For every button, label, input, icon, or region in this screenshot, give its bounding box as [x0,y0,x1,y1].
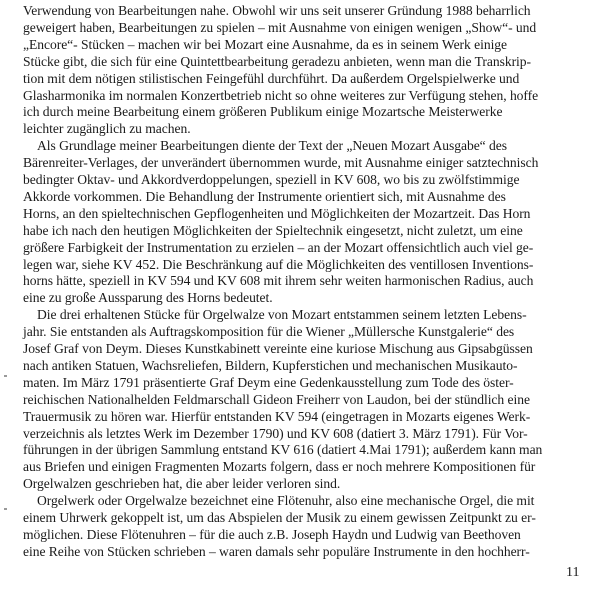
text-line: Bärenreiter-Verlages, der unverändert übernommen wurde, mit Ausnahme einiger satztechnisch [23,155,539,171]
text-line: jahr. Sie entstanden als Auftragskomposition für die Wiener „Müllersche Kunstgalerie“ des [23,324,515,340]
text-line: leichter zugänglich zu machen. [23,121,191,137]
text-line: führungen in der übrigen Sammlung entstand KV 616 (datiert 4.Mai 1791); außerdem kann man [23,442,543,458]
text-line: nach antiken Statuen, Wachsreliefen, Bildern, Kupferstichen und mechanischen Musikauto- [23,357,518,373]
text-line: größere Farbigkeit der Instrumentation zu erzielen – an der Mozart offensichtlich auch viel ge- [23,239,534,255]
text-line: maten. Im März 1791 präsentierte Graf Deym eine Gedenkausstellung zum Tode des öster- [23,374,514,390]
text-line: habe ich nach den heutigen Möglichkeiten der Spieltechnik eingesetzt, nicht zuletzt, um eine [23,222,523,238]
text-line: „Encore“- Stücken – machen wir bei Mozart eine Ausnahme, da es in seinem Werk einige [23,36,508,52]
text-line: Orgelwalzen geschrieben hat, die aber leider verloren sind. [23,476,341,492]
text-line: Stücke gibt, die sich für eine Quintettbearbeitung geradezu anbieten, wenn man die Transkrip- [23,53,531,69]
text-line: Josef Graf von Deym. Dieses Kunstkabinett vereinte eine kuriose Mischung aus Gipsabgüssen [23,341,533,356]
text-line: Glasharmonika im normalen Konzertbetrieb nicht so ohne weiteres zur Verfügung stehen, hoffe [23,87,539,103]
text-line: Als Grundlage meiner Bearbeitungen diente der Text der „Neuen Mozart Ausgabe“ des [37,138,507,154]
text-line: ich durch meine Bearbeitung einem größeren Publikum einige Mozartsche Meisterwerke [23,104,503,120]
text-line: reichischen Nationalhelden Feldmarschall Gideon Freiherr von Laudon, bei der stündlich eine [23,391,530,407]
text-line: möglichen. Diese Flötenuhren – für die auch z.B. Joseph Haydn und Ludwig van Beethoven [23,526,521,542]
text-line: Akkorde vorkommen. Die Behandlung der Instrumente orientiert sich, mit Ausnahme des [23,188,506,204]
text-line: eine Reihe von Stücken schrieben – waren damals sehr populäre Instrumente in den hochherr- [23,543,530,559]
text-line: legen war, siehe KV 452. Die Beschränkung auf die Möglichkeiten des ventillosen Inventions- [23,256,534,272]
text-line: Orgelwerk oder Orgelwalze bezeichnet eine Flötenuhr, also eine mechanische Orgel, die mit [37,493,535,509]
text-line: Trauermusik zu hören war. Hierfür entstanden KV 594 (eingetragen in Mozarts eigenes Werk- [23,408,531,424]
scan-speck [4,375,7,377]
text-line: bedingter Oktav- und Akkordverdoppelungen, speziell in KV 608, wo bis zu zwölfstimmige [23,172,520,187]
text-line: tion mit dem nötigen stilistischen Feingefühl durchführt. Da außerdem Orgelspielwerke und [23,70,520,86]
scan-speck [4,508,7,510]
text-line: geweigert haben, Bearbeitungen zu spielen – mit Ausnahme von einigen wenigen „Show“- und [23,19,537,35]
text-line: aus Briefen und einigen Fragmenten Mozarts folgern, dass er noch mehrere Kompositionen für [23,459,536,475]
page-number: 11 [566,565,580,580]
text-line: horns hätte, speziell in KV 594 und KV 608 mit ihrem sehr weiten harmonischen Radius, auch [23,273,534,289]
text-line: eine zu große Aussparung des Horns bedeutet. [23,290,273,306]
text-line: Verwendung von Bearbeitungen nahe. Obwohl wir uns seit unserer Gründung 1988 beharrlich [23,3,531,18]
text-line: Die drei erhaltenen Stücke für Orgelwalze von Mozart entstammen seinem letzten Lebens- [37,307,527,323]
text-line: Horns, an den spieltechnischen Gepflogenheiten und Möglichkeiten der Mozartzeit. Das Horn [23,205,531,221]
text-line: verzeichnis als letztes Werk im Dezember 1790) und KV 608 (datiert 3. März 1791). Für Vor- [23,425,528,441]
text-line: einem Uhrwerk gekoppelt ist, um das Abspielen der Musik zu einem gewissen Zeitpunkt zu er- [23,510,536,525]
